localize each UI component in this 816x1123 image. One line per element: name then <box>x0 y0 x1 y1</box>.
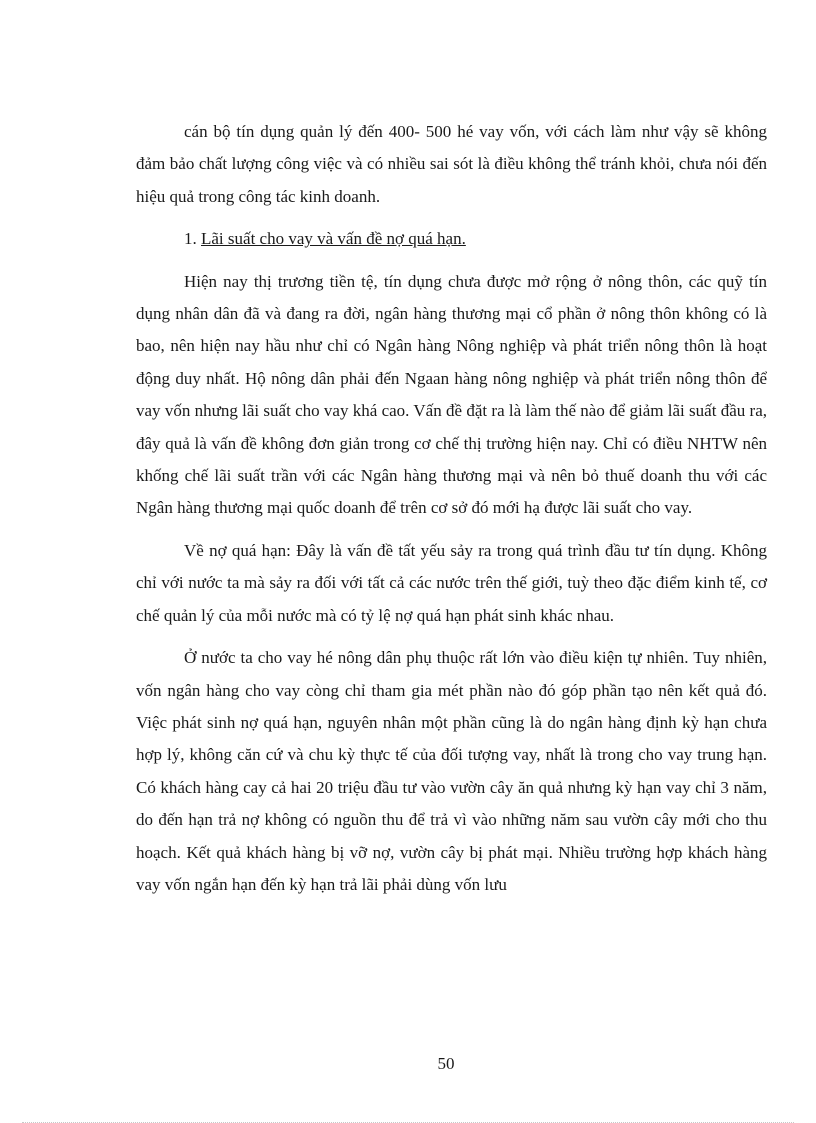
document-page <box>136 116 767 901</box>
paragraph-overdue-debt: Về nợ quá hạn: Đây là vấn đề tất yếu sảy ra trong quá trình đầu tư tín dụng. Không chỉ với nước ta mà sảy ra đối với tất cả các nước trên thế giới, tuỳ theo đặc điểm kinh tế, cơ chế quản lý của mỗi nước mà có tỷ lệ nợ quá hạn phát sinh khác nhau. <box>136 540 767 625</box>
paragraph-interest-rate: Hiện nay thị trương tiền tệ, tín dụng chưa được mở rộng ở nông thôn, các quỹ tín dụng nhân dân đã và đang ra đời, ngân hàng thương mại cổ phần ở nông thôn không có là bao, nên hiện nay hầu như chỉ có Ngân hàng Nông nghiệp và phát triển nông thôn là hoạt động duy nhất. Hộ nông dân phải đến Ngaan hàng nông nghiệp và phát triển nông thôn để vay vốn nhưng lãi suất cho vay khá cao. Vấn đề đặt ra là làm thế nào để giảm lãi suất đầu ra, đây quả là vấn đề không đơn giản trong cơ chế thị trường hiện nay. Chỉ có điều NHTW nên khống chế lãi suất trần với các Ngân hàng thương mại và nên bỏ thuế doanh thu với các Ngân hàng thương mại quốc doanh để trên cơ sở đó mới hạ được lãi suất cho vay. <box>136 271 767 518</box>
section-heading <box>136 223 767 255</box>
section-title: Lãi suất cho vay và vấn đề nợ quá hạn. <box>201 229 466 249</box>
section-number: 1. <box>184 229 197 249</box>
page-number: 50 <box>437 1054 455 1073</box>
paragraph-continuation: cán bộ tín dụng quản lý đến 400- 500 hé vay vốn, với cách làm như vậy sẽ không đảm bảo chất lượng công việc và có nhiều sai sót là điều không thể tránh khỏi, chưa nói đến hiệu quả trong công tác kinh doanh. <box>136 122 767 206</box>
paragraph-vietnam-lending: Ở nước ta cho vay hé nông dân phụ thuộc rất lớn vào điều kiện tự nhiên. Tuy nhiên, vốn ngân hàng cho vay còng chỉ tham gia mét phần nào đó góp phần tạo nên kết quả đó. Việc phát sinh nợ quá hạn, nguyên nhân một phần cũng là do ngân hàng định kỳ hạn chưa hợp lý, không căn cứ và chu kỳ thực tế của đối tượng vay, nhất là trong cho vay trung hạn. Có khách hàng cay cả hai 20 triệu đầu tư vào vườn cây ăn quả nhưng kỳ hạn vay chỉ 3 năm, do đến hạn trả nợ không có nguồn thu để trả vì vào những năm sau vườn cây mới cho thu hoạch. Kết quả khách hàng bị vỡ nợ, vườn cây bị phát mại. Nhiều trường hợp khách hàng vay vốn ngắn hạn đến kỳ hạn trả lãi phải dùng vốn lưu <box>136 648 767 894</box>
